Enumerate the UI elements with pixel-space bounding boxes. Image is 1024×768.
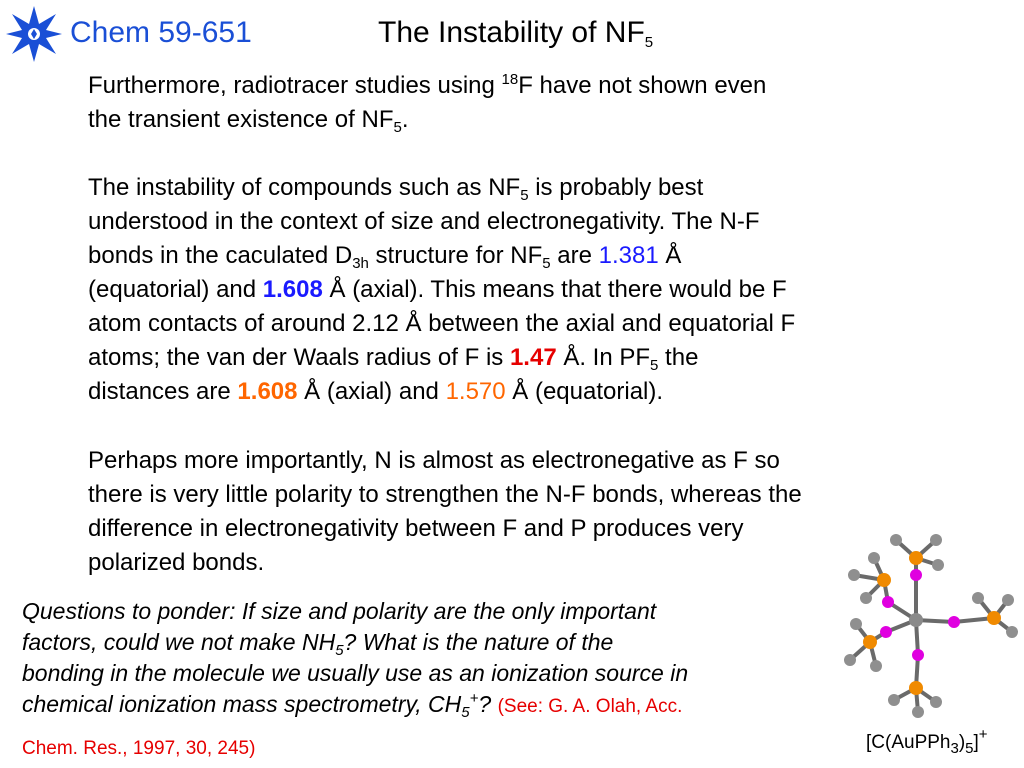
pf-equatorial-value: 1.570 [445,378,506,405]
questions-to-ponder: Questions to ponder: If size and polarity are the only important factors, could we not make $NH_5$? What is the nature of the bonding in the molecule we usually use as an ionization source in chemical ionization mass spectrometry, $CH_5^+$? (See: G. A. Olah, Acc. [22,598,689,721]
nf-axial-value: 1.608 [262,276,323,303]
vdw-radius-value: 1.47 [509,344,557,371]
pf-axial-value: 1.608 [237,378,298,405]
paragraph-instability: The instability of compounds such as $NF_5$ is probably best understood in the context of size and electronegativity. The N-F bonds in the caculated $D_{3h}$ structure for $NF_5$ are 1.381 Å (equatorial) and 1.608 Å (axial). This means that there would be F atom contacts of around 2.12 Å between the axial and equatorial F atoms; the van der Waals radius of F is 1.47 Å. In $PF_5$ the distances are 1.608 Å (axial) and 1.570 Å (equatorial). [88,174,796,405]
paragraph-radiotracer: Furthermore, radiotracer studies using $^{18}$F have not shown even the transient existence of $NF_5$. [88,71,767,136]
snowflake-star-logo [4,4,64,64]
citation-part1: (See: G. A. Olah, Acc. [497,696,683,717]
paragraph-polarity: Perhaps more importantly, N is almost as electronegative as F so there is very little polarity to strengthen the N-F bonds, whereas the difference in electronegativity between F and P produces very polarized bonds. [88,447,802,576]
course-code: Chem 59-651 [70,16,252,49]
slide-title: The Instability of $NF_5$ [378,16,654,51]
citation-part2: Chem. Res., 1997, 30, 245) [22,738,256,759]
molecule-caption: $[C(AuPPh_3)_5]^+$ [866,726,988,757]
molecule-figure [836,520,1024,730]
nf-equatorial-value: 1.381 [598,242,659,269]
